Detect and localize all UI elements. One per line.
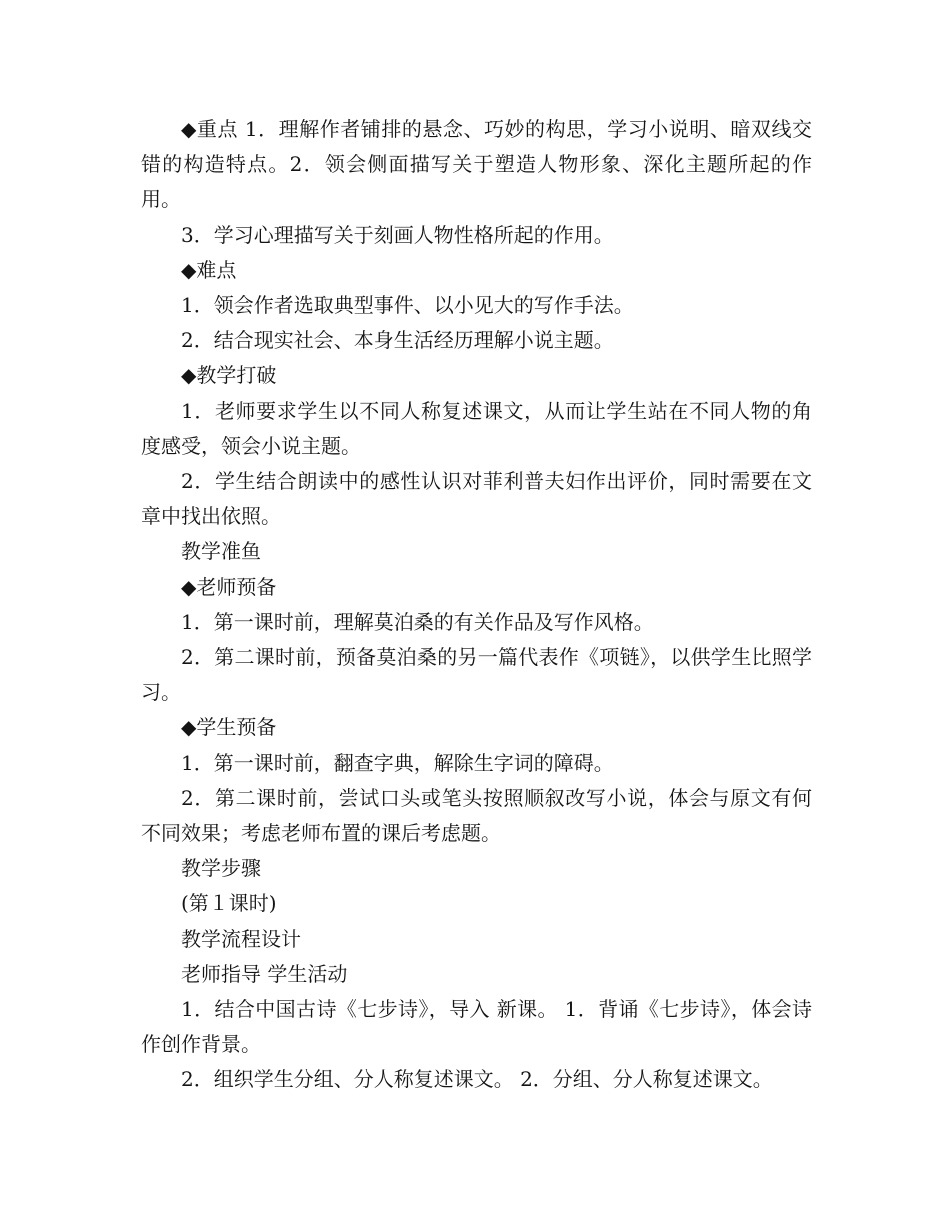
paragraph-difficulty-2: 2．结合现实社会、本身生活经历理解小说主题。 <box>181 328 614 353</box>
paragraph-key-points: ◆重点 1．理解作者铺排的悬念、巧妙的构思，学习小说明、暗双线交错的构造特点。2．领会侧面描写关于塑造人物形象、深化主题所起的作用。 <box>141 117 812 212</box>
paragraph-student-prep-1: 1．第一课时前，翻查字典，解除生字词的障碍。 <box>181 750 614 775</box>
paragraph-step-2: 2．组织学生分组、分人称复述课文。 2．分组、分人称复述课文。 <box>181 1067 773 1092</box>
heading-teacher-student-columns: 老师指导 学生活动 <box>181 961 348 986</box>
paragraph-breakthrough-1: 1．老师要求学生以不同人称复述课文，从而让学生站在不同人物的角度感受，领会小说主题。 <box>141 398 812 458</box>
paragraph-teacher-prep-2: 2．第二课时前，预备莫泊桑的另一篇代表作《项链》，以供学生比照学习。 <box>141 645 812 705</box>
paragraph-difficulty-1: 1．领会作者选取典型事件、以小见大的写作手法。 <box>181 293 634 318</box>
heading-student-preparation: ◆学生预备 <box>181 715 277 740</box>
paragraph-step-1: 1．结合中国古诗《七步诗》，导入 新课。 1．背诵《七步诗》，体会诗作创作背景。 <box>141 997 812 1057</box>
document-body <box>141 112 812 1098</box>
paragraph-key-point-3: 3．学习心理描写关于刻画人物性格所起的作用。 <box>181 222 614 247</box>
heading-difficulties: ◆难点 <box>181 257 237 282</box>
heading-teacher-preparation: ◆老师预备 <box>181 574 277 599</box>
heading-teaching-preparation: 教学准鱼 <box>181 539 261 564</box>
heading-teaching-breakthrough: ◆教学打破 <box>181 363 277 388</box>
paragraph-breakthrough-2: 2．学生结合朗读中的感性认识对菲利普夫妇作出评价，同时需要在文章中找出依照。 <box>141 469 812 529</box>
paragraph-teacher-prep-1: 1．第一课时前，理解莫泊桑的有关作品及写作风格。 <box>181 609 654 634</box>
paragraph-student-prep-2: 2．第二课时前，尝试口头或笔头按照顺叙改写小说，体会与原文有何不同效果；考虑老师布置的课后考虑题。 <box>141 785 812 846</box>
heading-lesson-1: (第１课时) <box>181 891 277 916</box>
heading-teaching-steps: 教学步骤 <box>181 856 261 881</box>
heading-process-design: 教学流程设计 <box>181 926 301 951</box>
